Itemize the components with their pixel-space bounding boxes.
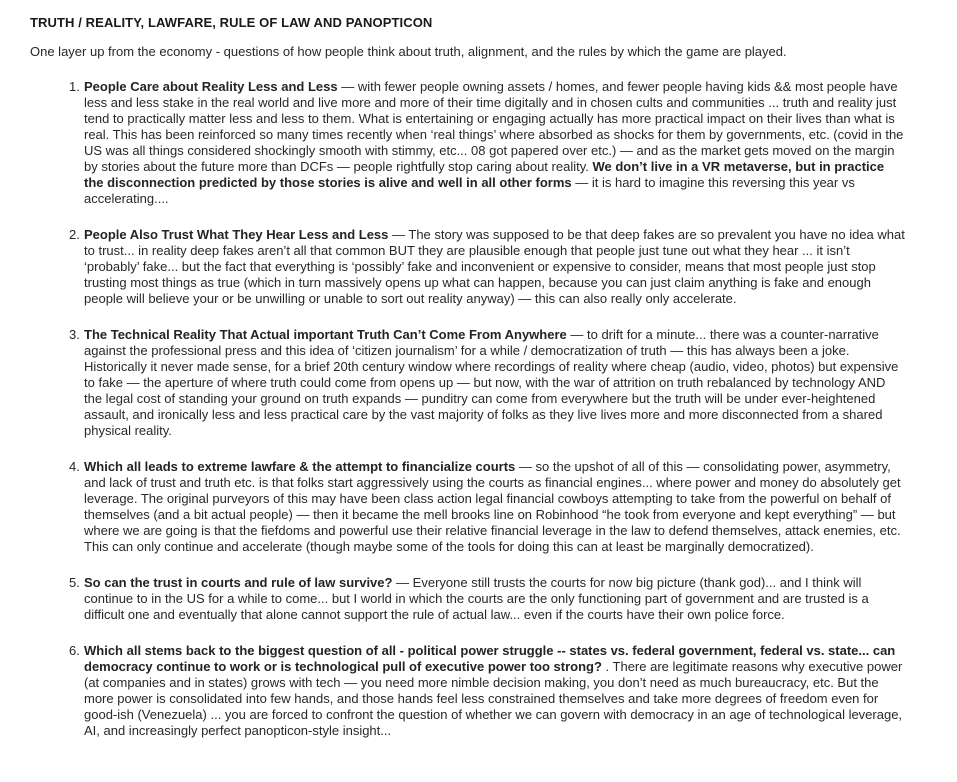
- list-item: [69, 227, 905, 307]
- numbered-list: [30, 79, 905, 739]
- intro-paragraph: One layer up from the economy - questions of how people think about truth, alignment, and the rules by which the game are played.: [30, 44, 787, 59]
- page-title: TRUTH / REALITY, LAWFARE, RULE OF LAW AND PANOPTICON: [30, 15, 433, 30]
- list-item-text: [84, 575, 905, 623]
- body-text: — so the upshot of all of this — consolidating power, asymmetry, and lack of trust and truth etc. is that folks start aggressively using the courts as financial engines... where power and money do absolutely get leverage. The original purveyors of this may have been class action legal financial cowboys attempting to take from the powerful on behalf of themselves (and a bit actual people) — then it became the mell brooks line on Robinhood “he took from everyone and kept everything” — but where we are going is that the fiefdoms and powerful use their relative financial leverage in the law to defend themselves, attack enemies, etc. This can only continue and accelerate (though maybe some of the tools for doing this can at least be marginally democratized).: [84, 459, 901, 554]
- body-text: — to drift for a minute... there was a counter-narrative against the professional press and this idea of ‘citizen journalism’ for a while / democratization of truth — this has always been a joke. Historically it never made sense, for a brief 20th century window where recordings of reality where cheap (audio, video, photos) but expensive to fake — the aperture of where truth could come from opens up — but now, with the war of attrition on truth rebalanced by technology AND the legal cost of standing your ground on truth expands — punditry can come from everywhere but the truth will be under ever-heightened assault, and ironically less and less practical care by the vast majority of folks as they live lives more and more disconnected from a shared physical reality.: [84, 327, 899, 438]
- bold-lead-text: Which all stems back to the biggest question of all - political power struggle -- states vs. federal government, federal vs. state... can democracy continue to work or is technological pull of executive power too strong?: [84, 643, 896, 674]
- body-text: . There are legitimate reasons why executive power (at companies and in states) grows with tech — you need more nimble decision making, you don’t need as much bureaucracy, etc. But the more power is consolidated into few hands, and those hands feel less constrained themselves and take more degrees of freedom even for good-ish (Venezuela) ... you are forced to confront the question of whether we can govern with democracy in an age of technological leverage, AI, and increasingly perfect panopticon-style insight...: [84, 659, 903, 738]
- list-item-number: 1.: [69, 79, 80, 94]
- list-item-number: 2.: [69, 227, 80, 242]
- list-item: [69, 459, 905, 555]
- list-item: [69, 643, 905, 739]
- bold-lead-text: People Care about Reality Less and Less: [84, 79, 338, 94]
- list-item: [69, 575, 905, 623]
- body-text: — The story was supposed to be that deep fakes are so prevalent you have no idea what to trust... in reality deep fakes aren’t all that common BUT they are plausible enough that people just tune out what they hear ... it isn’t ‘probably’ fake... but the fact that everything is ‘possibly’ fake and inconvenient or expensive to consider, means that most people just stop trusting most things as true (which in turn massively opens up what can happen, because you can just claim anything is fake and enough people will believe your or be unwilling or unable to sort out reality anyway) — this can also really only accelerate.: [84, 227, 905, 306]
- bold-lead-text: Which all leads to extreme lawfare & the attempt to financialize courts: [84, 459, 516, 474]
- bold-lead-text: People Also Trust What They Hear Less and Less: [84, 227, 389, 242]
- list-item-text: [84, 227, 905, 307]
- list-item-number: 6.: [69, 643, 80, 658]
- bold-emphasis-text: We don’t live in a VR metaverse, but in practice the disconnection predicted by those stories is alive and well in all other forms: [84, 159, 885, 190]
- list-item-text: [84, 643, 905, 739]
- bold-lead-text: The Technical Reality That Actual important Truth Can’t Come From Anywhere: [84, 327, 567, 342]
- bold-lead-text: So can the trust in courts and rule of law survive?: [84, 575, 393, 590]
- list-item: [69, 79, 905, 207]
- list-item-text: [84, 79, 905, 207]
- list-item-number: 4.: [69, 459, 80, 474]
- list-item: [69, 327, 905, 439]
- list-item-text: [84, 327, 905, 439]
- list-item-number: 5.: [69, 575, 80, 590]
- list-item-number: 3.: [69, 327, 80, 342]
- list-item-text: [84, 459, 905, 555]
- body-text: — with fewer people owning assets / homes, and fewer people having kids && most people have less and less stake in the real world and live more and more of their time digitally and in chosen cults and communities ... truth and reality just tend to practically matter less and less to them. What is entertaining or engaging actually has more practical impact on their lives than what is real. This has been reinforced so many times recently when ‘real things’ where absorbed as shocks for them by governments, etc. (covid in the US was all things considered shockingly smooth with stimmy, etc... 08 got papered over etc.) — and as the market gets moved on the margin by stories about the future more than DCFs — people rightfully stop caring about reality.: [84, 79, 904, 174]
- body-text: — Everyone still trusts the courts for now big picture (thank god)... and I think will continue to in the US for a while to come... but I world in which the courts are the only functioning part of government and are trusted is a difficult one and eventually that alone cannot support the rule of actual law... even if the courts have their own police force.: [84, 575, 869, 622]
- body-text: — it is hard to imagine this reversing this year vs accelerating....: [84, 175, 855, 206]
